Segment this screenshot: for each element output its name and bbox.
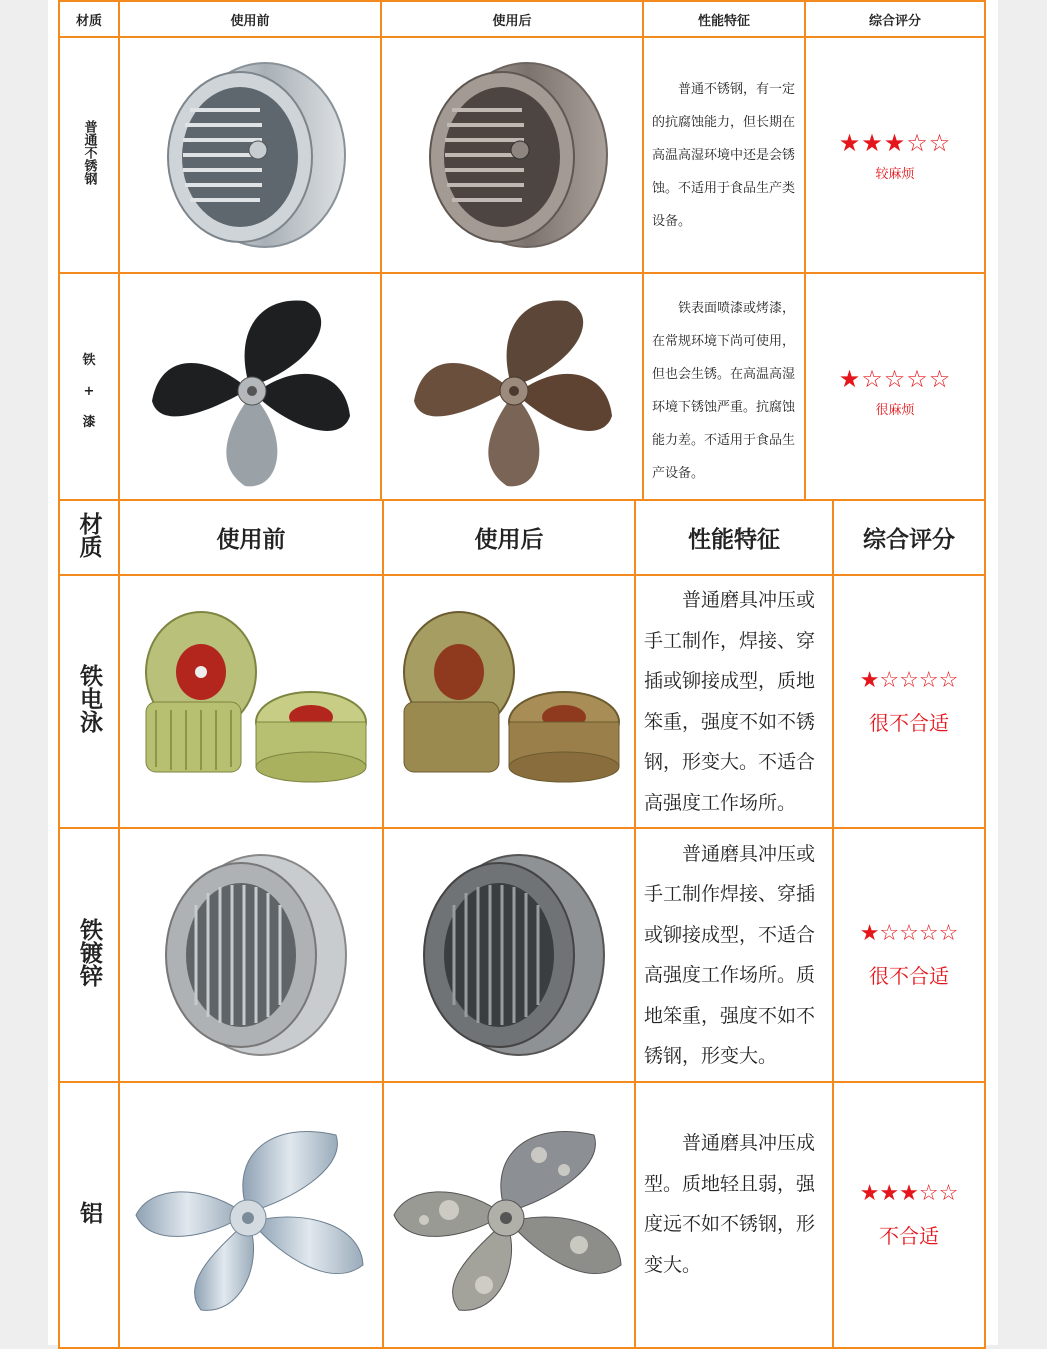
features-cell — [635, 828, 833, 1082]
material-label-line: + — [83, 383, 95, 399]
header-after: 使用后 — [381, 1, 643, 37]
painted-iron-fan-blade-new-image — [140, 291, 360, 491]
before-image-cell — [119, 1082, 383, 1348]
features-text: 普通不锈钢，有一定的抗腐蚀能力，但长期在高温高湿环境中还是会锈蚀。不适用于食品生产类设备。 — [652, 81, 796, 229]
header-before: 使用前 — [119, 500, 383, 575]
table-header-row — [59, 1, 985, 37]
rating-cell — [833, 1082, 985, 1348]
header-before: 使用前 — [119, 1, 381, 37]
features-cell — [635, 575, 833, 828]
before-image-cell — [119, 828, 383, 1082]
comparison-table-bottom — [58, 499, 986, 1349]
star-rating: ★☆☆☆☆ — [838, 364, 952, 393]
after-image-cell — [383, 828, 635, 1082]
rating-cell — [833, 575, 985, 828]
stainless-blower-wheel-used-image — [412, 55, 612, 255]
header-rating: 综合评分 — [833, 500, 985, 575]
after-image-cell — [381, 273, 643, 509]
features-cell — [643, 37, 805, 273]
before-image-cell — [119, 575, 383, 828]
material-label-line: 铁 — [82, 352, 96, 368]
features-text: 普通磨具冲压成型。质地轻且弱，强度远不如不锈钢，形变大。 — [644, 1132, 816, 1276]
comparison-table-top — [58, 0, 986, 510]
table-row — [59, 828, 985, 1082]
table-row — [59, 575, 985, 828]
galvanized-wheel-new-image — [146, 845, 356, 1065]
rating-verdict: 很不合适 — [869, 710, 949, 735]
rating-cell — [833, 828, 985, 1082]
after-image-cell — [383, 575, 635, 828]
features-text: 普通磨具冲压或手工制作焊接、穿插或铆接成型，不适合高强度工作场所。质地笨重，强度不如不锈钢，形变大。 — [644, 842, 816, 1067]
material-cell — [59, 828, 119, 1082]
rating-cell — [805, 37, 985, 273]
material-label: 普通不锈钢 — [81, 120, 97, 185]
table-row — [59, 273, 985, 509]
rating-verdict: 较麻烦 — [875, 166, 915, 182]
header-features: 性能特征 — [635, 500, 833, 575]
e-coated-iron-wheels-rusted-image — [394, 602, 624, 802]
features-text: 普通磨具冲压或手工制作，焊接、穿插或铆接成型，质地笨重，强度不如不锈钢，形变大。不适合高强度工作场所。 — [644, 589, 816, 814]
features-text: 铁表面喷漆或烤漆，在常规环境下尚可使用，但也会生锈。在高温高湿环境下锈蚀严重。抗腐蚀能力差。不适用于食品生产设备。 — [652, 301, 796, 481]
header-features: 性能特征 — [643, 1, 805, 37]
material-label: 铝 — [76, 1200, 103, 1224]
header-material: 材质 — [59, 1, 119, 37]
header-material: 材质 — [59, 500, 119, 575]
e-coated-iron-wheels-new-image — [131, 602, 371, 802]
table-row — [59, 37, 985, 273]
star-rating: ★★★☆☆ — [859, 1181, 959, 1206]
star-rating: ★★★☆☆ — [838, 128, 952, 157]
stainless-blower-wheel-new-image — [150, 55, 350, 255]
rating-verdict: 很麻烦 — [875, 402, 915, 418]
before-image-cell — [119, 273, 381, 509]
table-row — [59, 1082, 985, 1348]
material-label: 铁镀锌 — [76, 917, 103, 987]
material-cell — [59, 575, 119, 828]
painted-iron-fan-blade-rusted-image — [402, 291, 622, 491]
after-image-cell — [381, 37, 643, 273]
after-image-cell — [383, 1082, 635, 1348]
material-cell — [59, 37, 119, 273]
star-rating: ★☆☆☆☆ — [859, 921, 959, 946]
table-header-row — [59, 500, 985, 575]
star-rating: ★☆☆☆☆ — [859, 667, 959, 693]
rating-verdict: 不合适 — [879, 1224, 939, 1248]
before-image-cell — [119, 37, 381, 273]
rating-cell — [805, 273, 985, 509]
material-cell — [59, 273, 119, 509]
aluminum-fan-blade-corroded-image — [389, 1115, 629, 1315]
material-cell — [59, 1082, 119, 1348]
header-after: 使用后 — [383, 500, 635, 575]
features-cell — [643, 273, 805, 509]
aluminum-fan-blade-new-image — [131, 1115, 371, 1315]
features-cell — [635, 1082, 833, 1348]
galvanized-wheel-corroded-image — [404, 845, 614, 1065]
material-label: 铁电泳 — [76, 664, 103, 733]
rating-verdict: 很不合适 — [869, 964, 949, 988]
header-rating: 综合评分 — [805, 1, 985, 37]
material-label-line: 漆 — [82, 414, 96, 430]
